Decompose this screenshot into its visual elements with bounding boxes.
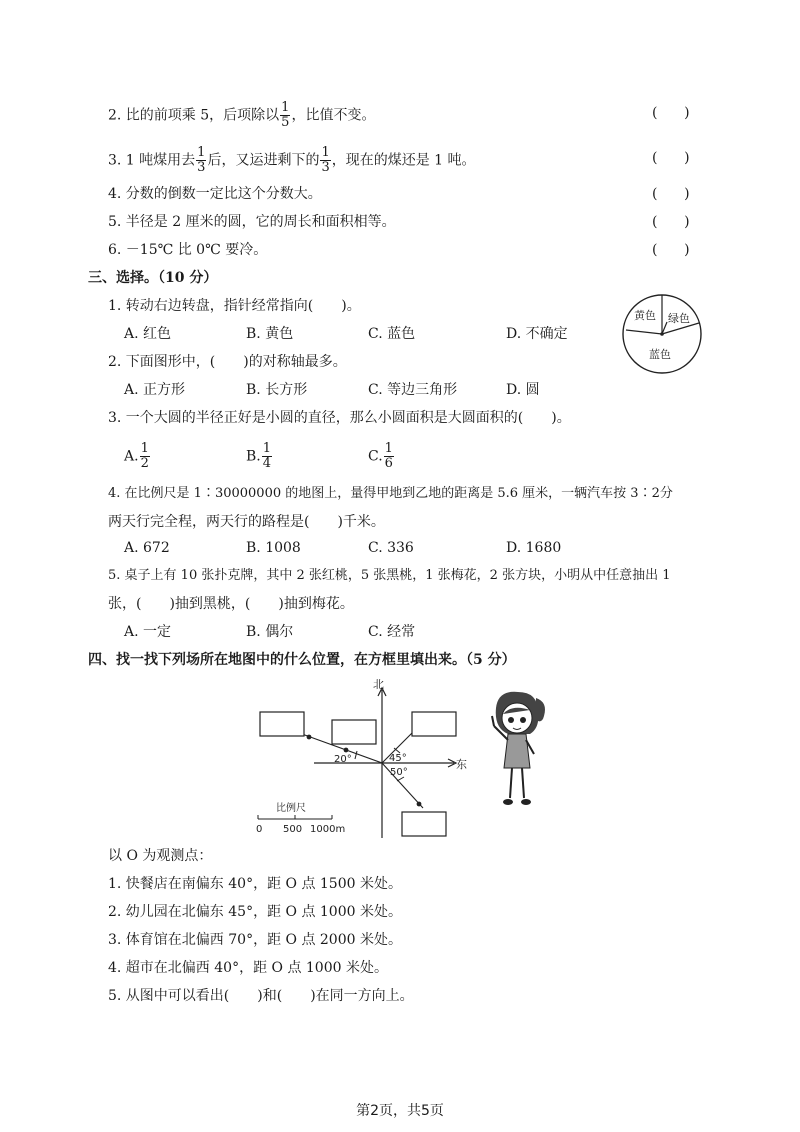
- direction-map: [252, 676, 472, 840]
- choice-q1-option-b[interactable]: B. 黄色: [246, 326, 294, 342]
- angle-label-50: 50°: [390, 767, 408, 778]
- east-label: 东: [456, 758, 467, 771]
- choice-q5-option-b[interactable]: B. 偶尔: [246, 624, 294, 640]
- scale-tick: 500: [283, 824, 303, 835]
- angle-label-45: 45°: [389, 753, 407, 764]
- answer-box[interactable]: [402, 812, 446, 836]
- choice-q4-stem-line2: 两天行完全程，两天行的路程是( )千米。: [108, 514, 385, 530]
- option-letter: B.: [246, 448, 261, 465]
- scale-tick: 0: [256, 824, 263, 835]
- cartoon-girl-illustration: [486, 688, 548, 812]
- choice-q4-stem-line1: 4. 在比例尺是 1∶30000000 的地图上，量得甲地到乙地的距离是 5.6 厘米，一辆汽车按 3∶2分: [108, 486, 673, 501]
- fraction: [262, 442, 272, 471]
- map-item-3: 3. 体育馆在北偏西 70°，距 O 点 2000 米处。: [108, 932, 402, 948]
- fraction-numerator: 1: [384, 441, 393, 456]
- option-letter: A.: [124, 448, 139, 465]
- map-item-1: 1. 快餐店在南偏东 40°，距 O 点 1500 米处。: [108, 876, 402, 892]
- judge-q2-text-a: 2. 比的前项乘 5，后项除以: [108, 107, 280, 124]
- choice-q1-option-c[interactable]: C. 蓝色: [368, 326, 416, 342]
- judge-q3: [108, 146, 476, 175]
- choice-q2-option-d[interactable]: D. 圆: [506, 382, 540, 398]
- fraction-denominator: 6: [384, 456, 393, 471]
- fraction-denominator: 3: [321, 160, 330, 175]
- choice-q1-stem: 1. 转动右边转盘，指针经常指向( )。: [108, 298, 361, 314]
- answer-blank[interactable]: ( ): [652, 105, 690, 121]
- location-point: [344, 748, 349, 753]
- choice-q2-option-c[interactable]: C. 等边三角形: [368, 382, 458, 398]
- choice-q5-option-a[interactable]: A. 一定: [124, 624, 172, 640]
- answer-blank[interactable]: ( ): [652, 186, 690, 202]
- choice-q2-option-b[interactable]: B. 长方形: [246, 382, 308, 398]
- choice-q5-stem-line1: 5. 桌子上有 10 张扑克牌，其中 2 张红桃，5 张黑桃，1 张梅花，2 张方块，小明从中任意抽出 1: [108, 568, 671, 583]
- location-point: [307, 735, 312, 740]
- map-item-2: 2. 幼儿园在北偏东 45°，距 O 点 1000 米处。: [108, 904, 402, 920]
- fraction: [320, 146, 330, 175]
- fraction-numerator: 1: [321, 145, 330, 160]
- answer-box[interactable]: [260, 712, 304, 736]
- spinner-diagram: [612, 292, 712, 378]
- fraction-numerator: 1: [197, 145, 206, 160]
- section-4-title: 四、找一找下列场所在地图中的什么位置，在方框里填出来。（5 分）: [88, 652, 516, 668]
- spinner-label-yellow: 黄色: [634, 309, 656, 322]
- scale-tick: 1000m: [310, 824, 346, 835]
- spinner-label-blue: 蓝色: [649, 348, 671, 361]
- fraction: [384, 442, 394, 471]
- north-label: 北: [373, 678, 384, 691]
- angle-label-20: 20°: [334, 754, 352, 765]
- choice-q4-option-c[interactable]: C. 336: [368, 540, 414, 556]
- fraction-numerator: 1: [281, 100, 290, 115]
- page-footer: 第2页，共5页: [356, 1103, 444, 1119]
- judge-q2: [108, 101, 375, 130]
- fraction-denominator: 2: [140, 456, 149, 471]
- answer-box[interactable]: [412, 712, 456, 736]
- fraction-denominator: 5: [281, 115, 290, 130]
- choice-q3-stem: 3. 一个大圆的半径正好是小圆的直径，那么小圆面积是大圆面积的( )。: [108, 410, 571, 426]
- section-3-title: 三、选择。（10 分）: [88, 270, 218, 286]
- choice-q3-option-a[interactable]: [124, 442, 151, 471]
- scale-title: 比例尺: [276, 803, 306, 814]
- answer-blank[interactable]: ( ): [652, 150, 690, 166]
- judge-q5: 5. 半径是 2 厘米的圆，它的周长和面积相等。: [108, 214, 396, 230]
- judge-q3-text-c: ，现在的煤还是 1 吨。: [331, 152, 476, 169]
- judge-q6: 6. －15℃ 比 0℃ 要冷。: [108, 242, 268, 258]
- choice-q5-option-c[interactable]: C. 经常: [368, 624, 416, 640]
- spinner-label-green: 绿色: [668, 312, 690, 325]
- choice-q4-option-b[interactable]: B. 1008: [246, 540, 301, 556]
- judge-q3-text-b: 后，又运进剩下的: [207, 152, 320, 169]
- answer-box[interactable]: [332, 720, 376, 744]
- fraction: [280, 101, 290, 130]
- choice-q1-option-d[interactable]: D. 不确定: [506, 326, 568, 342]
- fraction: [196, 146, 206, 175]
- judge-q3-text-a: 3. 1 吨煤用去: [108, 152, 196, 169]
- fraction-denominator: 3: [197, 160, 206, 175]
- choice-q5-stem-line2: 张，( )抽到黑桃，( )抽到梅花。: [108, 596, 354, 612]
- answer-blank[interactable]: ( ): [652, 214, 690, 230]
- choice-q4-option-a[interactable]: A. 672: [124, 540, 170, 556]
- choice-q2-option-a[interactable]: A. 正方形: [124, 382, 186, 398]
- judge-q2-text-b: ，比值不变。: [291, 107, 376, 124]
- location-point: [417, 802, 422, 807]
- fraction: [140, 442, 150, 471]
- choice-q1-option-a[interactable]: A. 红色: [124, 326, 172, 342]
- option-letter: C.: [368, 448, 383, 465]
- map-item-4: 4. 超市在北偏西 40°，距 O 点 1000 米处。: [108, 960, 388, 976]
- choice-q4-option-d[interactable]: D. 1680: [506, 540, 562, 556]
- map-intro: 以 O 为观测点：: [108, 848, 213, 864]
- fraction-denominator: 4: [262, 456, 272, 471]
- fraction-numerator: 1: [140, 441, 149, 456]
- choice-q2-stem: 2. 下面图形中，( )的对称轴最多。: [108, 354, 347, 370]
- answer-blank[interactable]: ( ): [652, 242, 690, 258]
- choice-q3-option-c[interactable]: [368, 442, 395, 471]
- map-item-5: 5. 从图中可以看出( )和( )在同一方向上。: [108, 988, 414, 1004]
- judge-q4: 4. 分数的倒数一定比这个分数大。: [108, 186, 322, 202]
- fraction-numerator: 1: [262, 441, 272, 456]
- choice-q3-option-b[interactable]: [246, 442, 273, 471]
